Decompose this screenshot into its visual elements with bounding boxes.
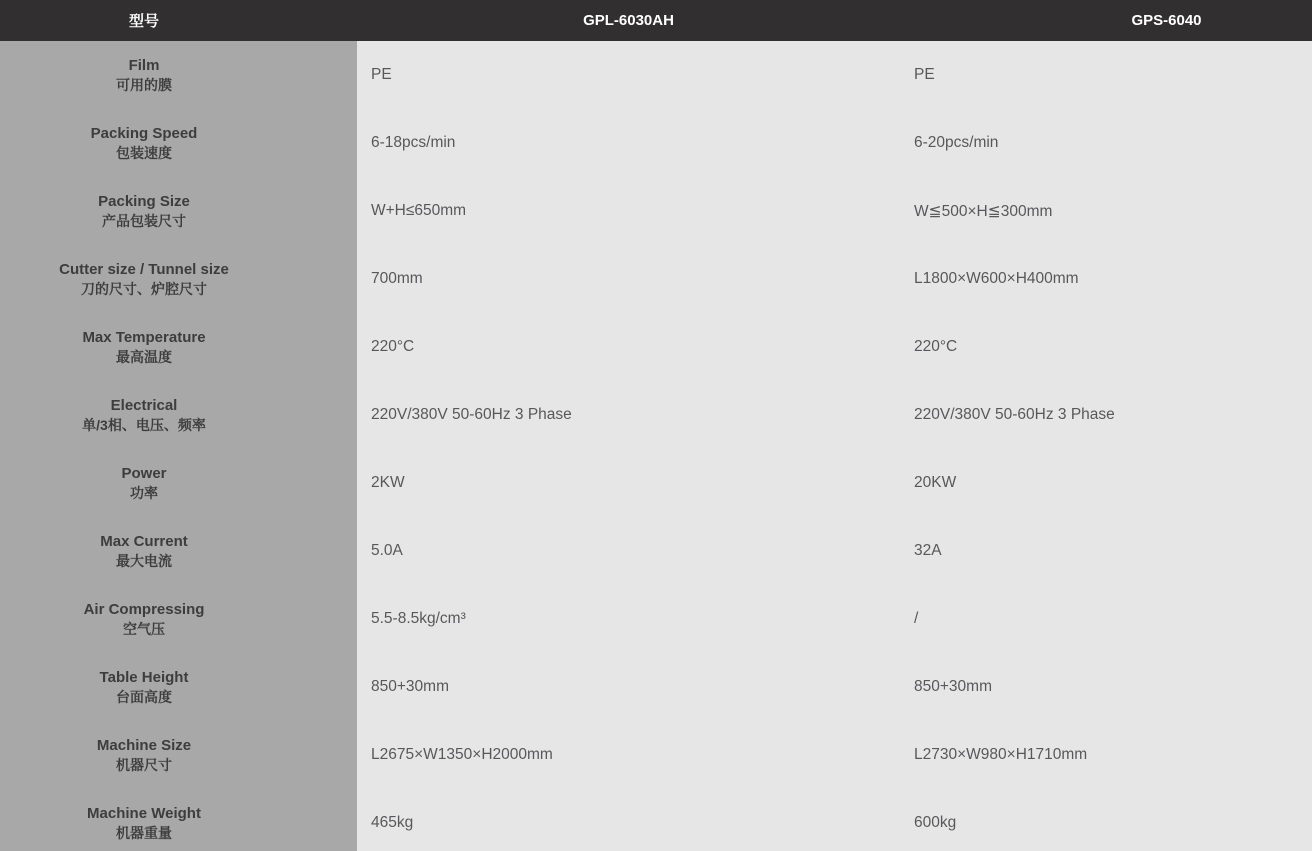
row-label-en: Packing Size — [98, 192, 190, 210]
row-label-zh: 包装速度 — [116, 144, 172, 161]
cell-value-gpl-6030ah — [357, 41, 900, 109]
row-label-en: Table Height — [99, 668, 189, 686]
value-text: W+H≤650mm — [371, 202, 467, 219]
cell-value-gps-6040 — [900, 789, 1312, 851]
value-text: 600kg — [914, 814, 957, 831]
value-text: 32A — [914, 542, 942, 559]
row-label-en: Film — [128, 56, 160, 74]
cell-value-gpl-6030ah — [357, 517, 900, 585]
cell-value-gpl-6030ah — [357, 381, 900, 449]
cell-value-gpl-6030ah — [357, 585, 900, 653]
table-row — [0, 585, 1312, 653]
header-model-label: 型号 — [128, 13, 159, 30]
value-text: 220V/380V 50-60Hz 3 Phase — [371, 406, 572, 423]
value-text: 220V/380V 50-60Hz 3 Phase — [914, 406, 1115, 423]
value-text: 2KW — [371, 474, 405, 491]
table-row — [0, 789, 1312, 851]
row-header-cell — [0, 721, 357, 789]
value-text: 850+30mm — [914, 678, 992, 695]
value-text: L2675×W1350×H2000mm — [371, 746, 553, 763]
row-header-cell — [0, 653, 357, 721]
cell-value-gps-6040 — [900, 653, 1312, 721]
row-header-cell — [0, 517, 357, 585]
value-text: 700mm — [371, 270, 423, 287]
cell-value-gpl-6030ah — [357, 245, 900, 313]
table-row — [0, 517, 1312, 585]
value-text: 850+30mm — [371, 678, 449, 695]
cell-value-gpl-6030ah — [357, 653, 900, 721]
cell-value-gps-6040 — [900, 585, 1312, 653]
cell-value-gpl-6030ah — [357, 449, 900, 517]
value-text: 5.0A — [371, 542, 403, 559]
row-header-cell — [0, 381, 357, 449]
row-label-en: Electrical — [110, 396, 178, 414]
value-text: PE — [914, 66, 935, 83]
row-header-cell — [0, 109, 357, 177]
header-column-gpl-6030ah: GPL-6030AH — [583, 12, 674, 29]
table-row — [0, 109, 1312, 177]
row-header-cell — [0, 449, 357, 517]
table-row — [0, 721, 1312, 789]
table-row — [0, 245, 1312, 313]
row-label-zh: 台面高度 — [116, 688, 172, 705]
cell-value-gpl-6030ah — [357, 177, 900, 245]
row-label-en: Max Current — [100, 532, 188, 550]
row-label-en: Machine Size — [96, 736, 192, 754]
value-text: 6-18pcs/min — [371, 134, 456, 151]
value-text: 465kg — [371, 814, 414, 831]
row-label-zh: 空气压 — [123, 620, 165, 637]
cell-value-gps-6040 — [900, 449, 1312, 517]
cell-value-gpl-6030ah — [357, 721, 900, 789]
header-column-gps-6040: GPS-6040 — [1131, 12, 1202, 29]
cell-value-gps-6040 — [900, 381, 1312, 449]
table-header-row — [0, 0, 1312, 41]
row-header-cell — [0, 313, 357, 381]
value-text: 220°C — [914, 338, 958, 355]
row-header-cell — [0, 789, 357, 851]
value-text: 5.5-8.5kg/cm³ — [371, 610, 466, 627]
table-row — [0, 313, 1312, 381]
row-label-zh: 最高温度 — [116, 348, 172, 365]
row-label-en: Cutter size / Tunnel size — [59, 260, 229, 278]
cell-value-gpl-6030ah — [357, 313, 900, 381]
row-header-cell — [0, 245, 357, 313]
cell-value-gps-6040 — [900, 313, 1312, 381]
cell-value-gps-6040 — [900, 517, 1312, 585]
row-header-cell — [0, 41, 357, 109]
row-label-zh: 单/3相、电压、频率 — [82, 416, 206, 433]
cell-value-gps-6040 — [900, 109, 1312, 177]
row-label-en: Power — [121, 464, 167, 482]
row-label-zh: 可用的膜 — [116, 76, 172, 93]
value-text: L2730×W980×H1710mm — [914, 746, 1088, 763]
table-row — [0, 653, 1312, 721]
cell-value-gps-6040 — [900, 721, 1312, 789]
table-row — [0, 41, 1312, 109]
cell-value-gps-6040 — [900, 177, 1312, 245]
value-text: 220°C — [371, 338, 415, 355]
table-row — [0, 381, 1312, 449]
cell-value-gpl-6030ah — [357, 109, 900, 177]
row-label-zh: 机器重量 — [116, 824, 172, 841]
table-body — [0, 41, 1312, 851]
value-text: L1800×W600×H400mm — [914, 270, 1079, 287]
cell-value-gps-6040 — [900, 41, 1312, 109]
row-label-en: Max Temperature — [82, 328, 206, 346]
value-text: / — [914, 610, 919, 627]
row-label-en: Air Compressing — [83, 600, 205, 618]
table-row — [0, 177, 1312, 245]
row-label-zh: 刀的尺寸、炉腔尺寸 — [81, 280, 207, 297]
value-text: 6-20pcs/min — [914, 134, 999, 151]
value-text: PE — [371, 66, 392, 83]
row-label-en: Machine Weight — [87, 804, 201, 822]
row-label-zh: 最大电流 — [116, 552, 172, 569]
row-label-en: Packing Speed — [90, 124, 198, 142]
row-header-cell — [0, 585, 357, 653]
row-label-zh: 功率 — [130, 484, 158, 501]
row-label-zh: 产品包装尺寸 — [102, 212, 186, 229]
value-text: 20KW — [914, 474, 957, 491]
row-label-zh: 机器尺寸 — [116, 756, 172, 773]
table-row — [0, 449, 1312, 517]
row-header-cell — [0, 177, 357, 245]
cell-value-gps-6040 — [900, 245, 1312, 313]
cell-value-gpl-6030ah — [357, 789, 900, 851]
value-text: W≦500×H≦300mm — [914, 202, 1053, 220]
